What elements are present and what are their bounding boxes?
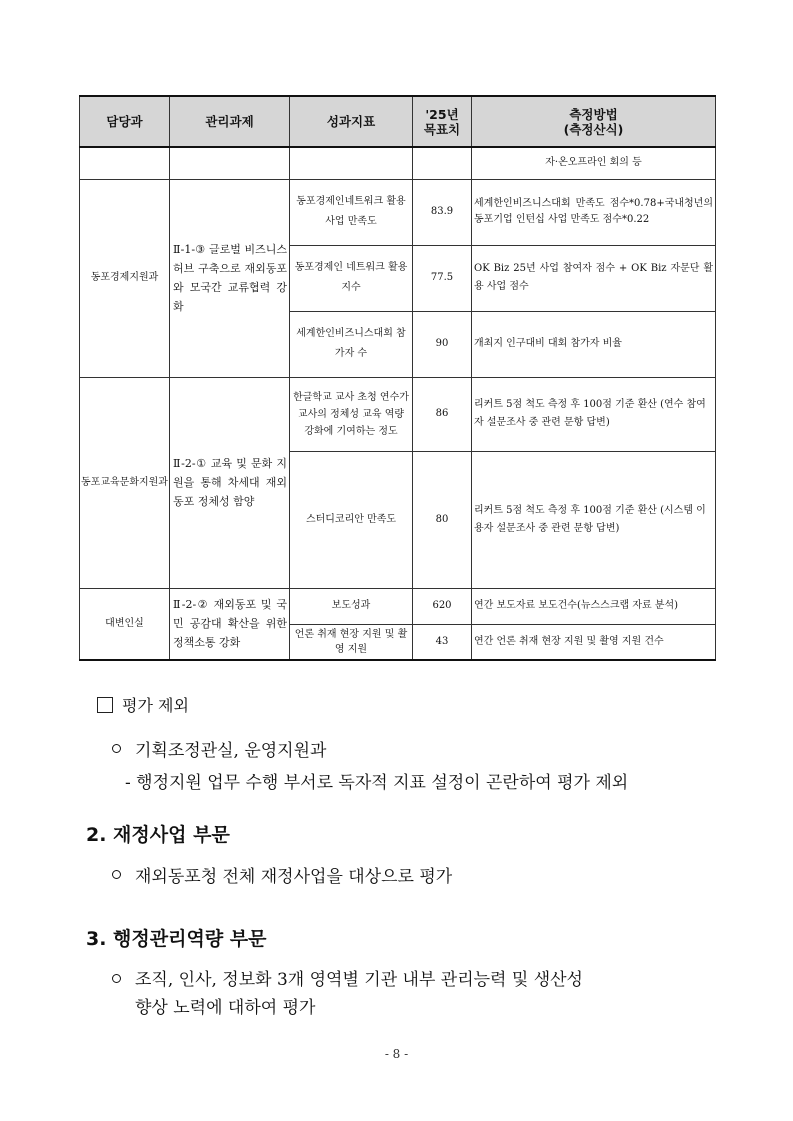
continuation-cell: 자·온오프라인 회의 등 — [472, 147, 716, 179]
header-task: 관리과제 — [170, 96, 290, 147]
section2-item — [112, 862, 452, 887]
exclusion-item — [112, 736, 326, 761]
section3-item — [112, 966, 583, 1022]
circle-bullet-icon — [112, 744, 121, 753]
section2-heading: 2. 재정사업 부문 — [86, 824, 230, 846]
target-cell: 77.5 — [413, 245, 472, 311]
checkbox-square-icon — [97, 697, 113, 713]
performance-indicator-table — [79, 95, 716, 661]
method-cell: 리커트 5점 척도 측정 후 100점 기준 환산 (연수 참여자 설문조사 중 관련 문항 답변) — [472, 377, 716, 451]
table-header-row — [80, 96, 716, 147]
indicator-cell: 세계한인비즈니스대회 참가자 수 — [290, 311, 413, 377]
circle-bullet-icon — [112, 974, 121, 983]
department-cell: 동포경제지원과 — [80, 179, 170, 377]
table-row — [80, 588, 716, 624]
task-cell: Ⅱ-2-① 교육 및 문화 지원을 통해 차세대 재외동포 정체성 함양 — [170, 377, 290, 588]
table-row — [80, 147, 716, 179]
header-indicator: 성과지표 — [290, 96, 413, 147]
indicator-cell: 한글학교 교사 초청 연수가 교사의 정체성 교육 역량 강화에 기여하는 정도 — [290, 377, 413, 451]
method-cell: OK Biz 25년 사업 참여자 점수 + OK Biz 자문단 활용 사업 점수 — [472, 245, 716, 311]
indicator-cell: 동포경제인 네트워크 활용지수 — [290, 245, 413, 311]
indicator-cell: 스터디코리안 만족도 — [290, 451, 413, 588]
method-cell: 개최지 인구대비 대회 참가자 비율 — [472, 311, 716, 377]
target-cell: 80 — [413, 451, 472, 588]
exclusion-title-text: 평가 제외 — [122, 696, 189, 715]
exclusion-item-text: 기획조정관실, 운영지원과 — [135, 741, 327, 761]
target-cell: 90 — [413, 311, 472, 377]
page-number: - 8 - — [384, 1047, 409, 1061]
exclusion-detail: - 행정지원 업무 수행 부서로 독자적 지표 설정이 곤란하여 평가 제외 — [125, 773, 629, 793]
table-row — [80, 377, 716, 451]
target-cell: 86 — [413, 377, 472, 451]
header-method: 측정방법 (측정산식) — [472, 96, 716, 147]
circle-bullet-icon — [112, 870, 121, 879]
task-cell: Ⅱ-1-③ 글로벌 비즈니스 허브 구축으로 재외동포와 모국간 교류협력 강화 — [170, 179, 290, 377]
method-cell: 세계한인비즈니스대회 만족도 점수*0.78+국내청년의 동포기업 인턴십 사업 만족도 점수*0.22 — [472, 179, 716, 245]
department-cell: 대변인실 — [80, 588, 170, 660]
target-cell: 43 — [413, 624, 472, 660]
header-department: 담당과 — [80, 96, 170, 147]
target-cell: 620 — [413, 588, 472, 624]
method-cell: 리커트 5점 척도 측정 후 100점 기준 환산 (시스템 이용자 설문조사 중 관련 문항 답변) — [472, 451, 716, 588]
header-target: '25년 목표치 — [413, 96, 472, 147]
indicator-cell: 동포경제인네트워크 활용사업 만족도 — [290, 179, 413, 245]
method-cell: 연간 언론 취재 현장 지원 및 촬영 지원 건수 — [472, 624, 716, 660]
target-cell: 83.9 — [413, 179, 472, 245]
section3-heading: 3. 행정관리역량 부문 — [86, 928, 267, 950]
section3-item-text: 조직, 인사, 정보화 3개 영역별 기관 내부 관리능력 및 생산성 향상 노력에 대하여 평가 — [135, 970, 583, 1018]
section2-item-text: 재외동포청 전체 재정사업을 대상으로 평가 — [135, 867, 453, 887]
indicator-cell: 언론 취재 현장 지원 및 촬영 지원 — [290, 624, 413, 660]
exclusion-title — [97, 693, 189, 716]
indicator-cell: 보도성과 — [290, 588, 413, 624]
task-cell: Ⅱ-2-② 재외동포 및 국민 공감대 확산을 위한 정책소통 강화 — [170, 588, 290, 660]
method-cell: 연간 보도자료 보도건수(뉴스스크랩 자료 분석) — [472, 588, 716, 624]
department-cell: 동포교육문화지원과 — [80, 377, 170, 588]
table-row — [80, 179, 716, 245]
